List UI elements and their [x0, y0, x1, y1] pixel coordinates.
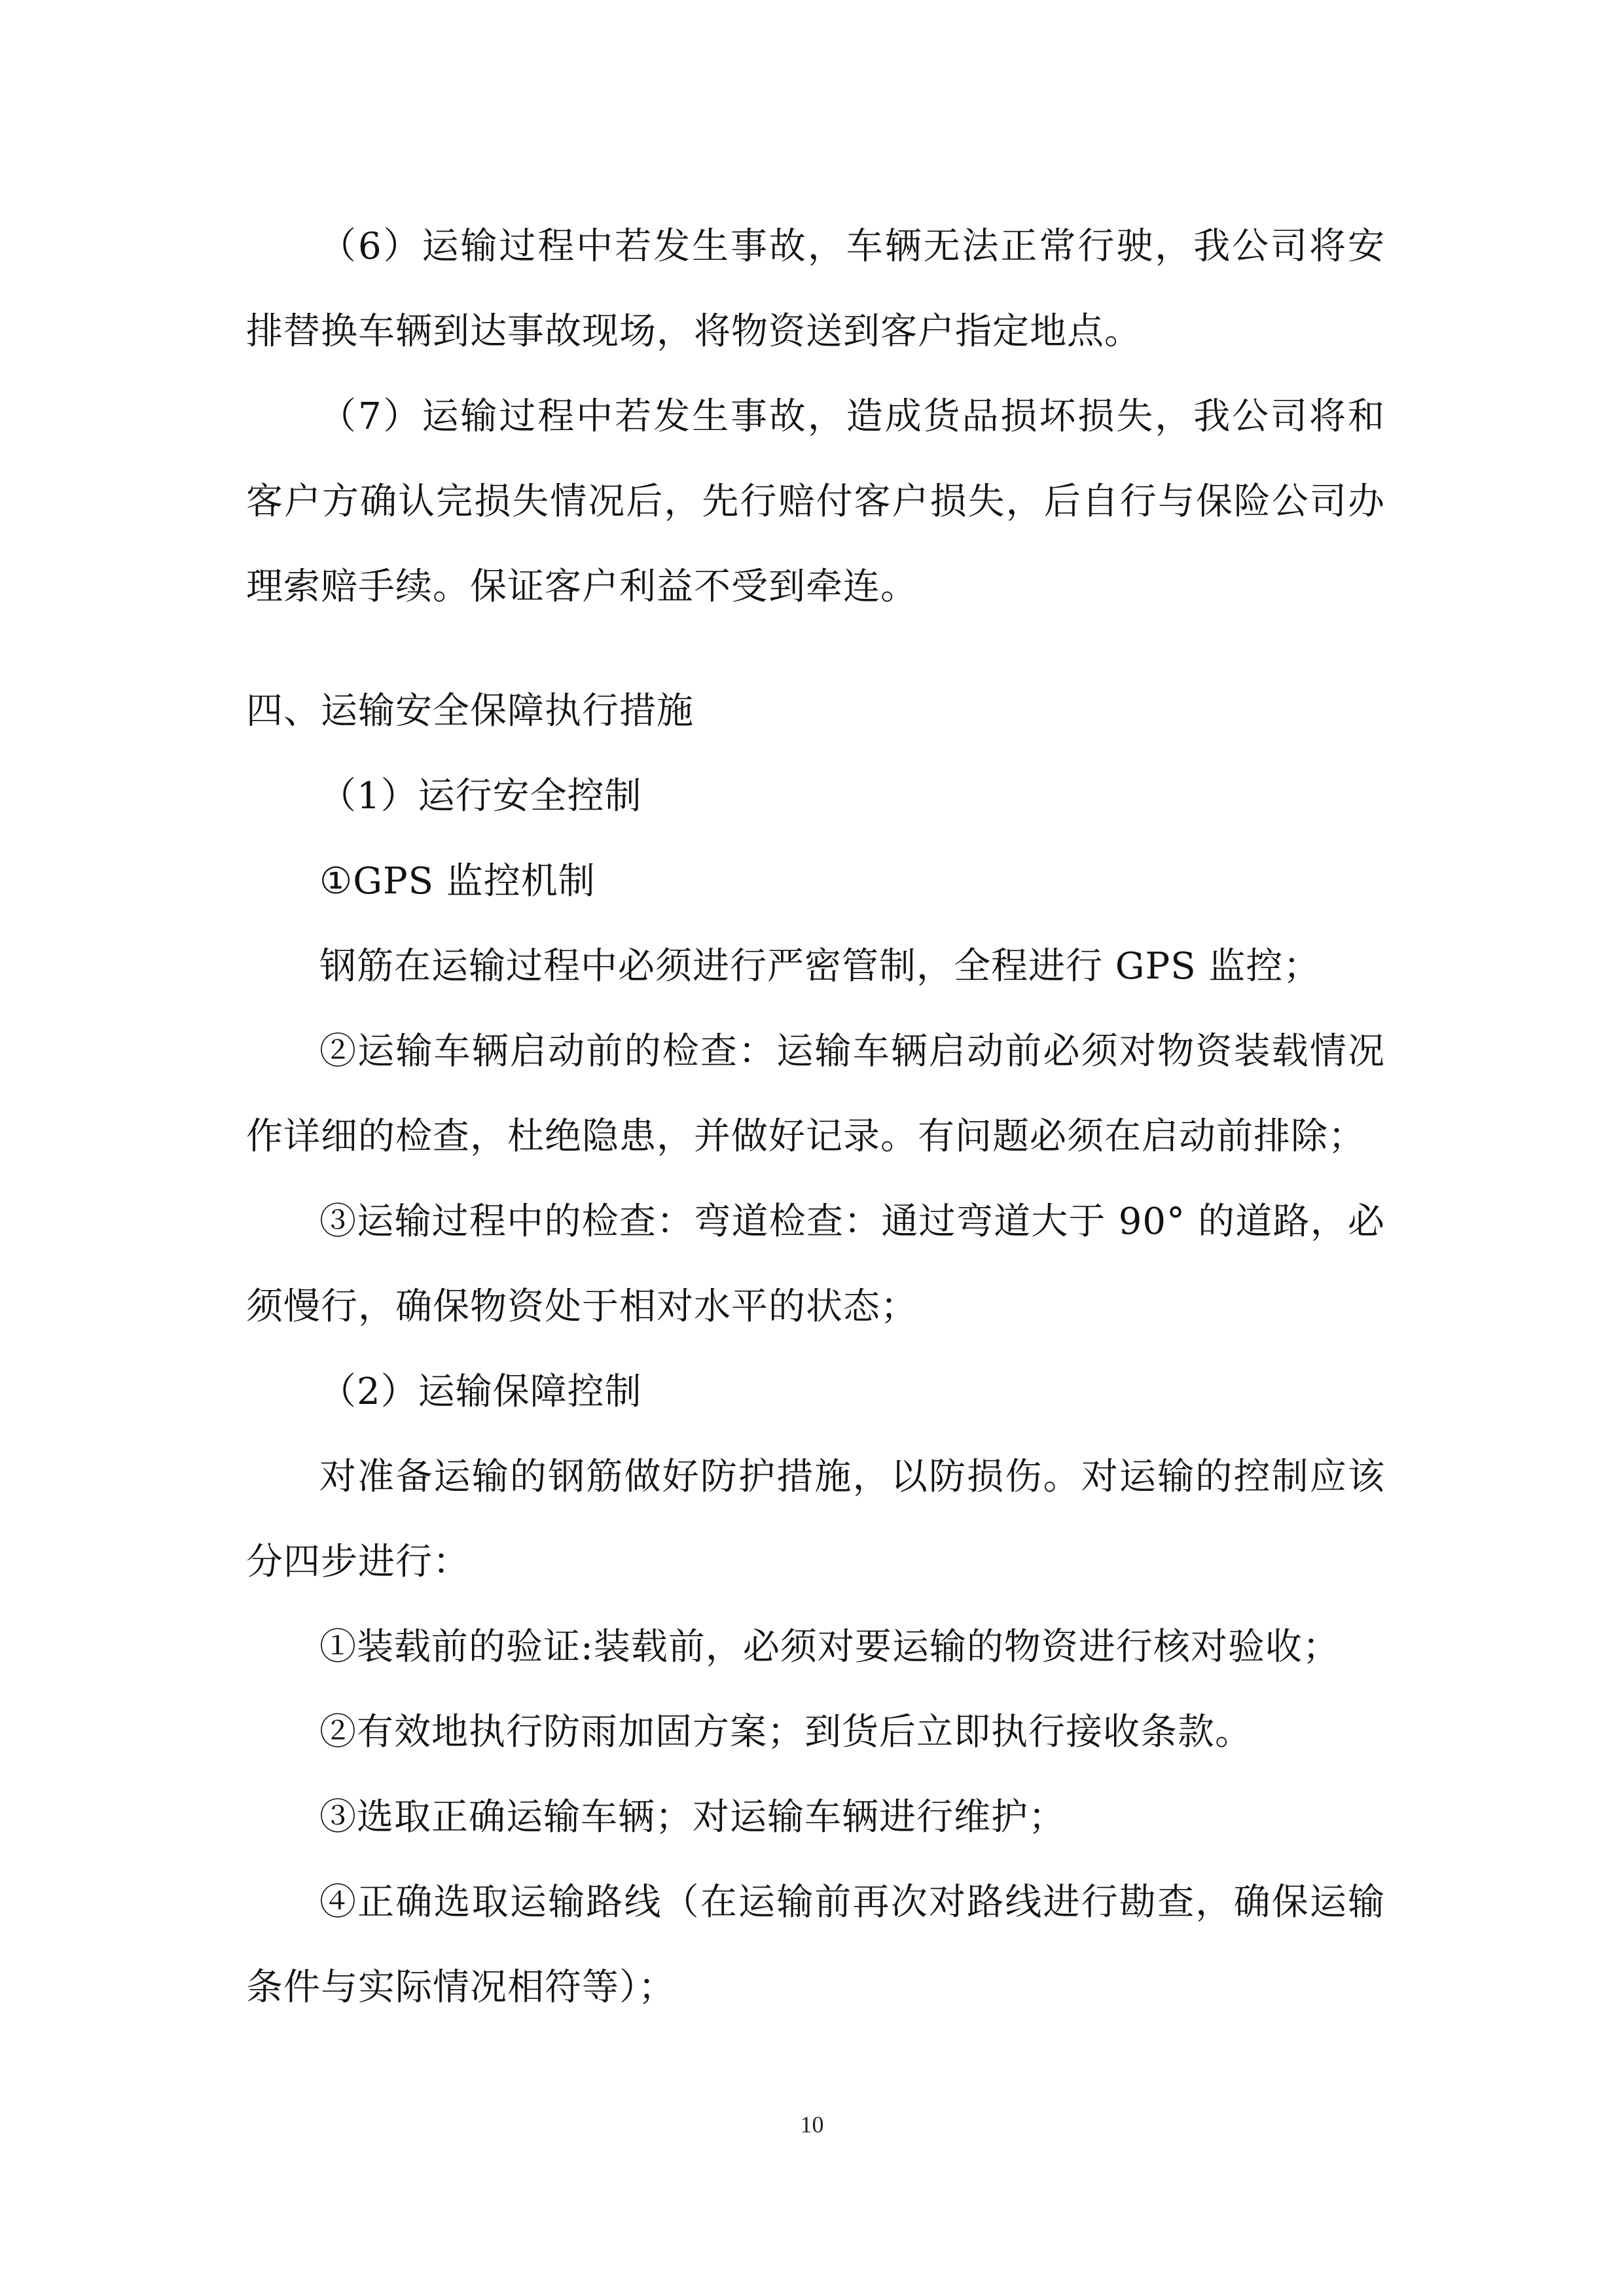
step-1: ①装载前的验证:装载前，必须对要运输的物资进行核对验收；: [319, 1626, 1340, 1668]
gps-item-text: 钢筋在运输过程中必须进行严密管制，全程进行 GPS 监控；: [319, 945, 1321, 988]
page-body: [246, 204, 1385, 2030]
paragraph-6: （6）运输过程中若发生事故，车辆无法正常行驶，我公司将安排替换车辆到达事故现场，将物资送到客户指定地点。: [246, 225, 1385, 353]
section-heading: 四、运输安全保障执行措施: [246, 690, 694, 732]
subsection-2-title: （2）运输保障控制: [319, 1371, 642, 1413]
pre-start-check-item: ②运输车辆启动前的检查：运输车辆启动前必须对物资装载情况作详细的检查，杜绝隐患，并做好记录。有问题必须在启动前排除；: [246, 1030, 1385, 1158]
step-2: ②有效地执行防雨加固方案；到货后立即执行接收条款。: [319, 1711, 1252, 1753]
step-3: ③选取正确运输车辆；对运输车辆进行维护；: [319, 1796, 1066, 1839]
in-transit-check-item: ③运输过程中的检查：弯道检查：通过弯道大于 90° 的道路，必须慢行，确保物资处于相对水平的状态；: [246, 1200, 1385, 1328]
subsection-2-intro: 对准备运输的钢筋做好防护措施，以防损伤。对运输的控制应该分四步进行：: [246, 1456, 1385, 1583]
page-number: 10: [800, 2111, 824, 2138]
gps-item-title: ①GPS 监控机制: [319, 860, 596, 903]
step-4: ④正确选取运输路线（在运输前再次对路线进行勘查，确保运输条件与实际情况相符等）；: [246, 1881, 1385, 2009]
subsection-1-title: （1）运行安全控制: [319, 775, 642, 817]
paragraph-7: （7）运输过程中若发生事故，造成货品损坏损失，我公司将和客户方确认完损失情况后，先行赔付客户损失，后自行与保险公司办理索赔手续。保证客户利益不受到牵连。: [246, 395, 1385, 608]
